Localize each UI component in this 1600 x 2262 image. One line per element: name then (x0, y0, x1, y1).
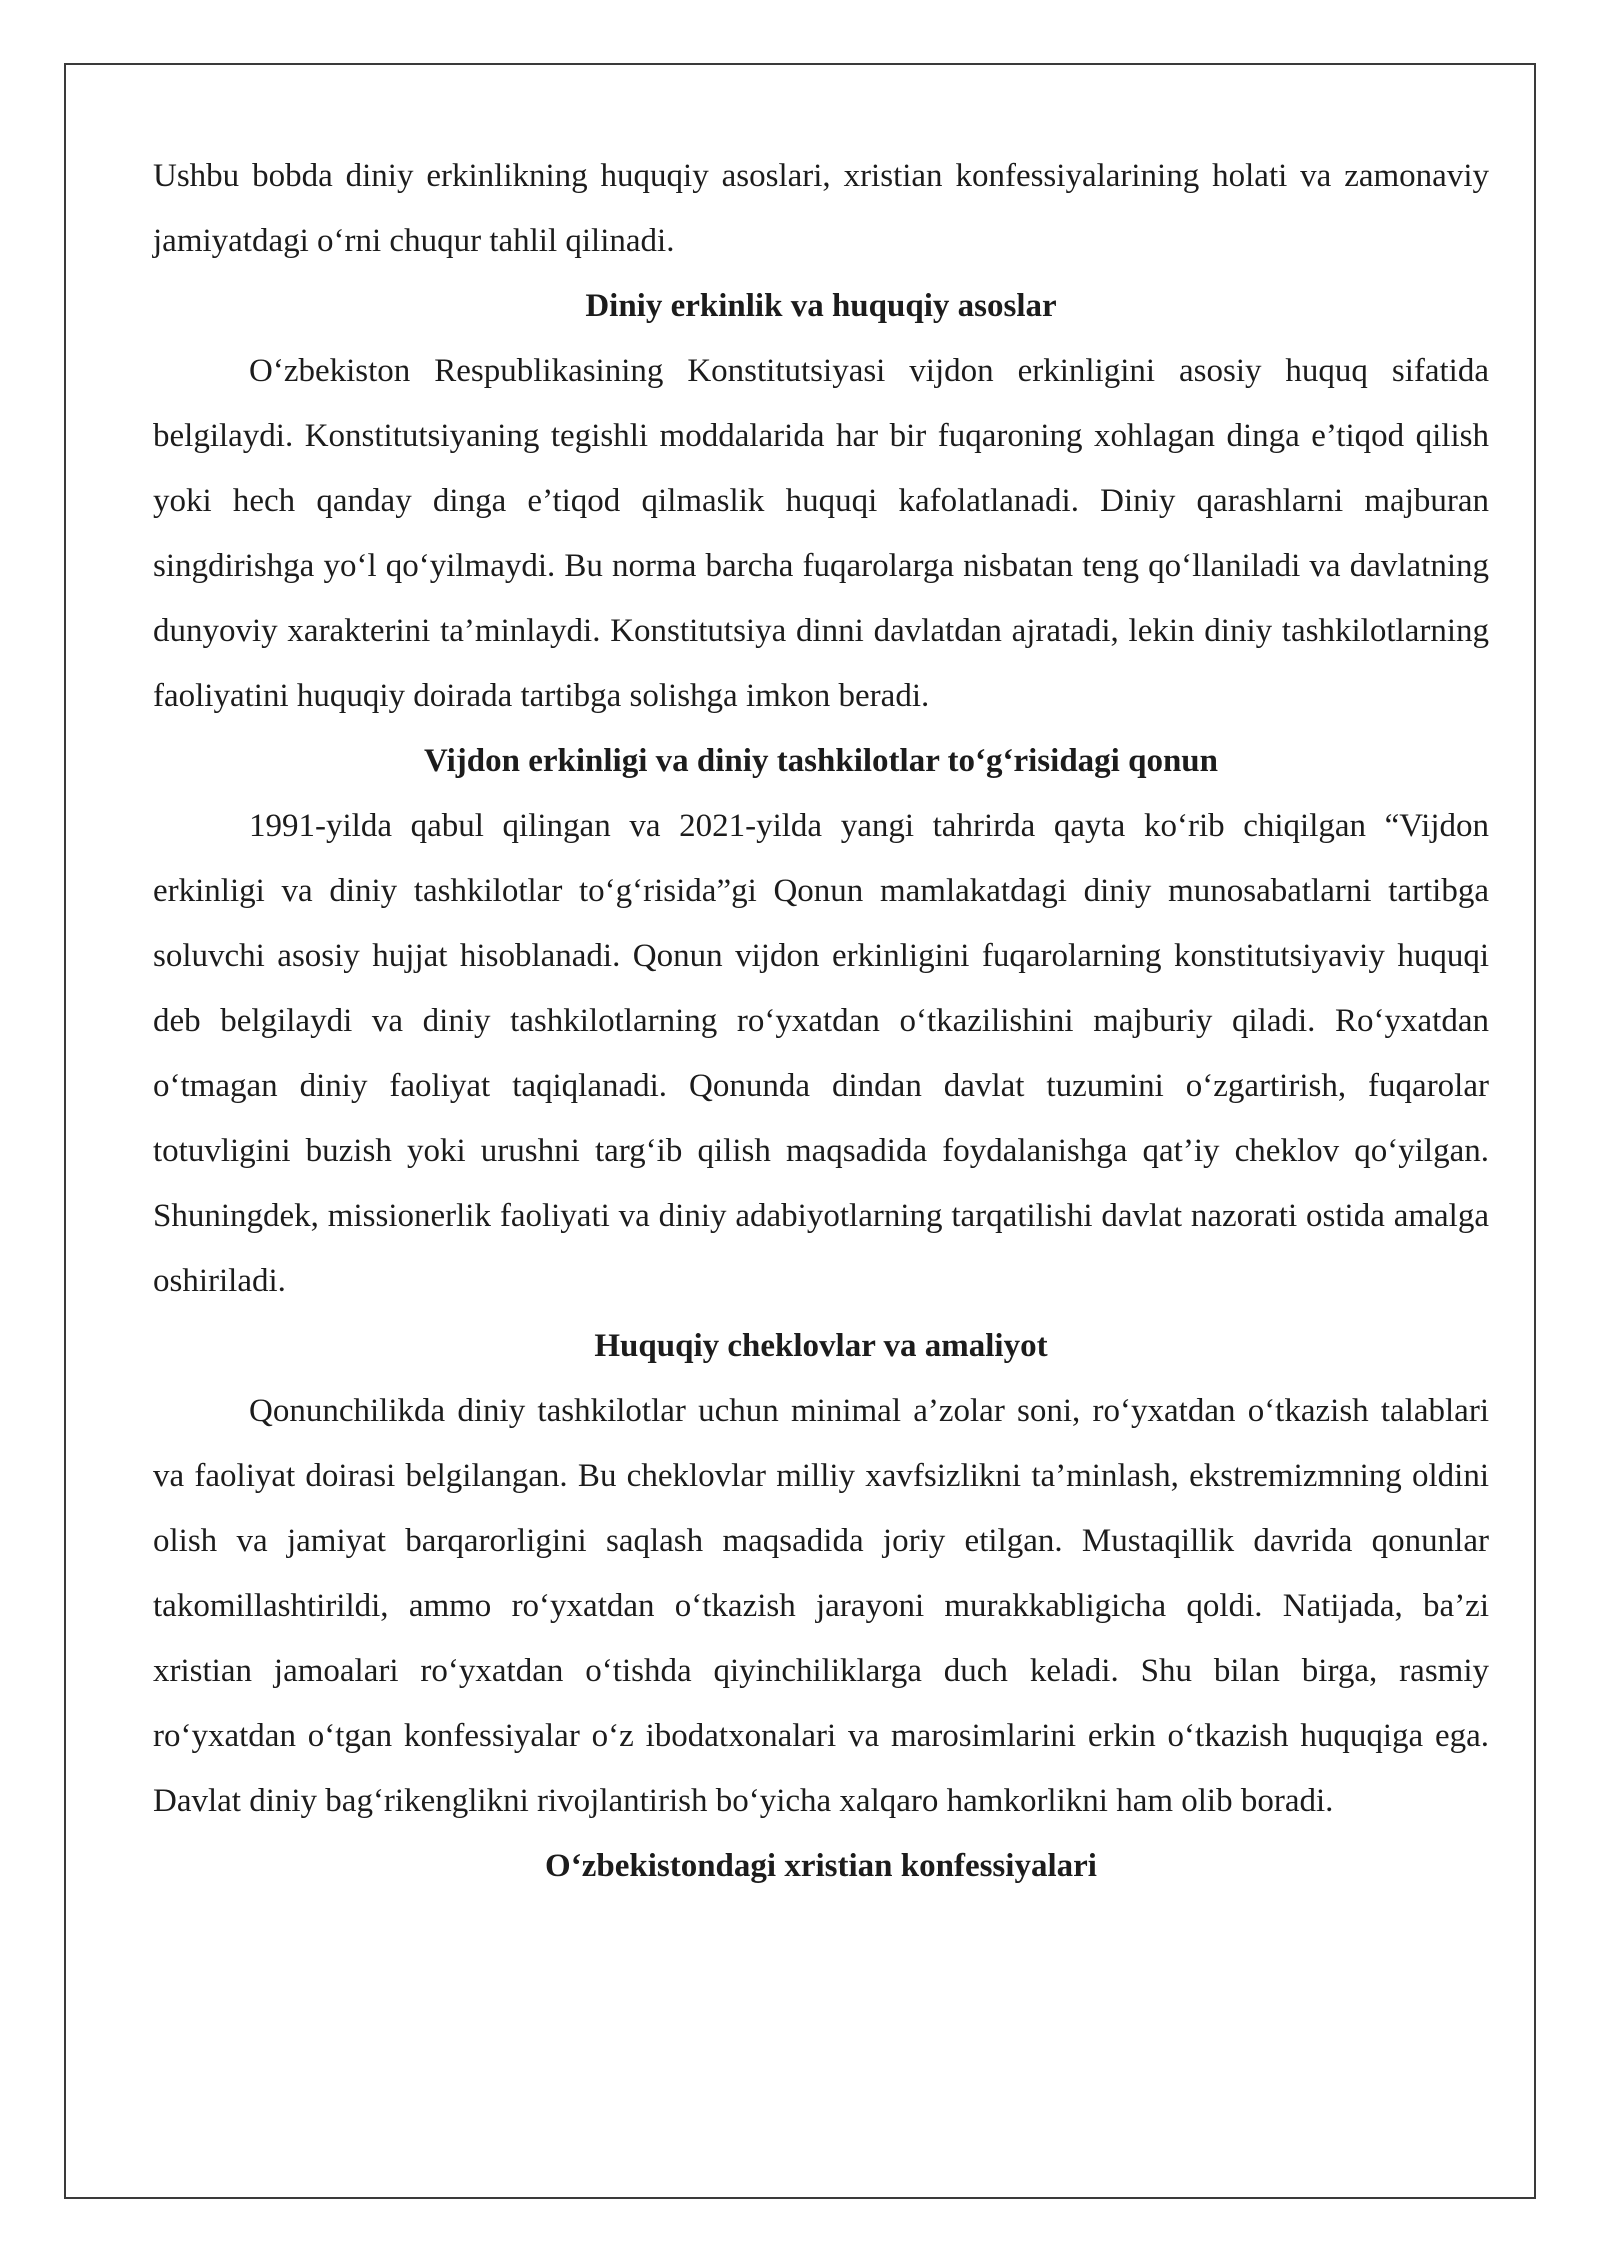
document-body (153, 144, 1489, 1899)
section-heading-christian-confessions: O‘zbekistondagi xristian konfessiyalari (545, 1848, 1097, 1884)
paragraph-religious-freedom: O‘zbekiston Respublikasining Konstitutsiyasi vijdon erkinligini asosiy huquq sifatida belgilaydi. Konstitutsiyaning tegishli moddalarida har bir fuqaroning xohlagan dinga e’tiqod qilish yoki hech qanday dinga e’tiqod qilmaslik huquqi kafolatlanadi. Diniy qarashlarni majburan singdirishga yo‘l qo‘yilmaydi. Bu norma barcha fuqarolarga nisbatan teng qo‘llaniladi va davlatning dunyoviy xarakterini ta’minlaydi. Konstitutsiya dinni davlatdan ajratadi, lekin diniy tashkilotlarning faoliyatini huquqiy doirada tartibga solishga imkon beradi. (153, 353, 1489, 714)
paragraph-freedom-of-conscience-law: 1991-yilda qabul qilingan va 2021-yilda yangi tahrirda qayta ko‘rib chiqilgan “Vijdon erkinligi va diniy tashkilotlar to‘g‘risida”gi Qonun mamlakatdagi diniy munosabatlarni tartibga soluvchi asosiy hujjat hisoblanadi. Qonun vijdon erkinligini fuqarolarning konstitutsiyaviy huquqi deb belgilaydi va diniy tashkilotlarning ro‘yxatdan o‘tkazilishini majburiy qiladi. Ro‘yxatdan o‘tmagan diniy faoliyat taqiqlanadi. Qonunda dindan davlat tuzumini o‘zgartirish, fuqarolar totuvligini buzish yoki urushni targ‘ib qilish maqsadida foydalanishga qat’iy cheklov qo‘yilgan. Shuningdek, missionerlik faoliyati va diniy adabiyotlarning tarqatilishi davlat nazorati ostida amalga oshiriladi. (153, 808, 1489, 1299)
paragraph-legal-restrictions: Qonunchilikda diniy tashkilotlar uchun minimal a’zolar soni, ro‘yxatdan o‘tkazish talablari va faoliyat doirasi belgilangan. Bu cheklovlar milliy xavfsizlikni ta’minlash, ekstremizmning oldini olish va jamiyat barqarorligini saqlash maqsadida joriy etilgan. Mustaqillik davrida qonunlar takomillashtirildi, ammo ro‘yxatdan o‘tkazish jarayoni murakkabligicha qoldi. Natijada, ba’zi xristian jamoalari ro‘yxatdan o‘tishda qiyinchiliklarga duch keladi. Shu bilan birga, rasmiy ro‘yxatdan o‘tgan konfessiyalar o‘z ibodatxonalari va marosimlarini erkin o‘tkazish huquqiga ega. Davlat diniy bag‘rikenglikni rivojlantirish bo‘yicha xalqaro hamkorlikni ham olib boradi. (153, 1393, 1489, 1819)
section-heading-freedom-of-conscience-law: Vijdon erkinligi va diniy tashkilotlar to‘g‘risidagi qonun (424, 743, 1218, 779)
section-heading-legal-restrictions: Huquqiy cheklovlar va amaliyot (594, 1328, 1048, 1364)
section-heading-religious-freedom: Diniy erkinlik va huquqiy asoslar (585, 288, 1057, 324)
intro-paragraph: Ushbu bobda diniy erkinlikning huquqiy asoslari, xristian konfessiyalarining holati va zamonaviy jamiyatdagi o‘rni chuqur tahlil qilinadi. (153, 158, 1489, 259)
